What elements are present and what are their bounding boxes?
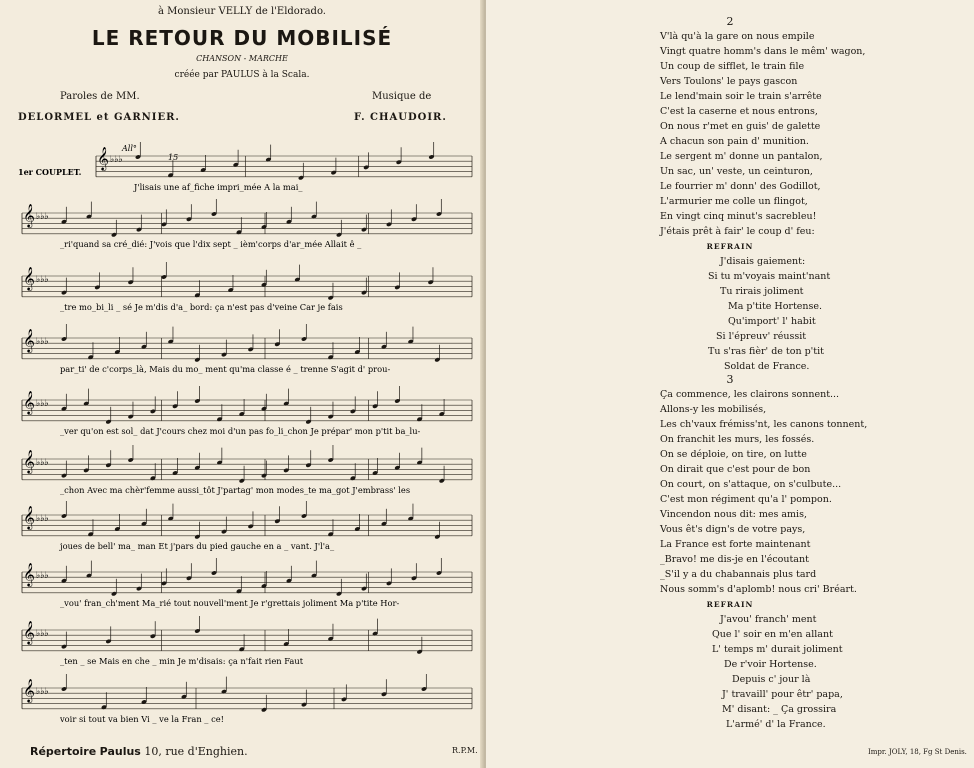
lyric-line: _tre mo_bi_li _ sé Je m'dis d'a_ bord: ça n'est pas d'veine Car je fais [60,302,343,312]
treble-clef-icon: 𝄞 [23,390,35,414]
verse-line: L'armé' d' la France. [726,719,826,730]
refrain-label: REFRAIN [706,242,754,251]
verse-line: Tu rirais joliment [720,286,804,297]
treble-clef-icon: 𝄞 [23,203,35,227]
verse-line: Tu s'ras fièr' de ton p'tit [708,346,824,357]
verse-line: Soldat de France. [724,361,810,372]
publisher-footer [30,745,248,758]
verse-line: Vous êt's dign's de votre pays, [660,524,806,535]
treble-clef-icon: 𝄞 [23,505,35,529]
verse-line: J'étais prêt à fair' le coup d' feu: [660,226,815,237]
stanza-2-lines [660,29,974,239]
key-signature-flats: ♭♭♭ [36,514,49,524]
verse-line: Nous somm's d'aplomb! nous cri' Bréart. [660,584,857,595]
lyric-line: _ver qu'on est sol_ dat J'cours chez moi d'un pas fo_li_chon Je prépar' mon p'tit ba_lu- [60,426,421,436]
verse-line: Les ch'vaux frémiss'nt, les canons tonnent, [660,419,868,430]
verse-line: La France est forte maintenant [660,539,811,550]
treble-clef-icon: 𝄞 [23,328,35,352]
verse-line: Ça commence, les clairons sonnent... [660,389,840,400]
verse-line: On franchit les murs, les fossés. [660,434,815,445]
treble-clef-icon: 𝄞 [23,620,35,644]
lyric-line: _vou' fran_ch'ment Ma_rié tout nouvell'ment Je r'grettais joliment Ma p'tite Hor- [60,598,400,608]
verse-line: Vincendon nous dit: mes amis, [660,509,807,520]
key-signature-flats: ♭♭♭ [36,571,49,581]
verse-line: Le lend'main soir le train s'arrête [660,91,822,102]
verse-line: Depuis c' jour là [732,674,811,685]
tempo-mark: All° [122,144,137,153]
verse-line: J' travaill' pour êtr' papa, [722,689,843,700]
verse-line: On dirait que c'est pour de bon [660,464,811,475]
verse-line: On se déploie, on tire, on lutte [660,449,807,460]
verse-line: V'là qu'à la gare on nous empile [660,31,815,42]
verse-line: Le sergent m' donne un pantalon, [660,151,823,162]
multi-rest-count: 15 [168,153,179,162]
key-signature-flats: ♭♭♭ [36,399,49,409]
publisher-address: 10, rue d'Enghien. [144,745,248,758]
verse-line: On court, on s'attaque, on s'culbute... [660,479,842,490]
verse-line: Qu'import' l' habit [728,316,816,327]
publisher-name: Paulus [99,745,141,758]
key-signature-flats: ♭♭♭ [36,687,49,697]
key-signature-flats: ♭♭♭ [36,275,49,285]
treble-clef-icon: 𝄞 [23,562,35,586]
verse-line: Si tu m'voyais maint'nant [708,271,831,282]
lyric-line: _ten _ se Mais en che _ min Je m'disais: ça n'fait rien Faut [60,656,304,666]
verse-line: J'disais gaiement: [720,256,806,267]
lyricists-names: DELORMEL et GARNIER. [18,112,180,123]
treble-clef-icon: 𝄞 [23,678,35,702]
treble-clef-icon: 𝄞 [23,266,35,290]
score-page [0,0,484,768]
verse-line: Vingt quatre homm's dans le mêm' wagon, [660,46,866,57]
key-signature-flats: ♭♭♭ [36,337,49,347]
lyric-line: _chon Avec ma chèr'femme aussi_tôt J'partag' mon modes_te ma_got J'embrass' les [60,485,411,495]
lyric-line: _ri'quand sa cré_dié: J'vois que l'dix sept _ ièm'corps d'ar_mée Allait ê _ [60,239,362,249]
verse-line: A chacun son pain d' munition. [660,136,809,147]
verse-line: _Bravo! me dis-je en l'écoutant [660,554,809,565]
lyric-line: voir si tout va bien Vi _ ve la Fran _ ce! [60,714,224,724]
creator-credit: créée par PAULUS à la Scala. [174,70,310,80]
verse-line: Un coup de sifflet, le train file [660,61,805,72]
key-signature-flats: ♭♭♭ [36,212,49,222]
key-signature-flats: ♭♭♭ [110,155,123,165]
music-score [0,140,484,740]
song-genre: CHANSON - MARCHE [196,54,288,63]
stanza-3 [486,372,974,732]
verse-line: _S'il y a du chabannais plus tard [660,569,817,580]
stanza-2 [486,14,974,374]
verse-line: Un sac, un' veste, un ceinturon, [660,166,813,177]
verse-line: Ma p'tite Hortense. [728,301,823,312]
verse-line: M' disant: _ Ça grossira [722,704,837,715]
stanza-number: 3 [726,373,734,386]
composer-name: F. CHAUDOIR. [354,112,447,123]
verse-line: Allons-y les mobilisés, [660,404,767,415]
treble-clef-icon: 𝄞 [97,146,109,170]
verse-line: C'est la caserne et nous entrons, [660,106,818,117]
dedication: à Monsieur VELLY de l'Eldorado. [158,6,326,17]
key-signature-flats: ♭♭♭ [36,458,49,468]
verse-line: L' temps m' durait joliment [712,644,843,655]
printer-imprint: Impr. JOLY, 18, Fg St Denis. [868,748,967,756]
refrain-2-lines [486,254,974,374]
music-credit-label: Musique de [372,91,432,102]
song-title: LE RETOUR DU MOBILISÉ [91,26,393,50]
refrain-label: REFRAIN [706,600,754,609]
verse-line: De r'voir Hortense. [724,659,817,670]
verse-line: Si l'épreuv' réussit [716,331,807,342]
verse-line: C'est mon régiment qu'a l' pompon. [660,494,832,505]
verse-line: Le fourrier m' donn' des Godillot, [660,181,821,192]
lyrics-page [486,0,974,768]
verse-line: Que l' soir en m'en allant [712,629,833,640]
stanza-3-lines [660,387,974,597]
lyric-line: joues de bell' ma_ man Et j'pars du pied gauche en a _ vant. J'l'a_ [60,541,335,551]
treble-clef-icon: 𝄞 [23,449,35,473]
lyrics-credit-label: Paroles de MM. [60,91,140,102]
stanza-number: 2 [726,15,734,28]
verse-line: On nous r'met en guis' de galette [660,121,821,132]
key-signature-flats: ♭♭♭ [36,629,49,639]
verse-line: L'armurier me colle un flingot, [660,196,808,207]
verse-line: Vers Toulons' le pays gascon [660,76,798,87]
refrain-3-lines [486,612,974,732]
verse-line: J'avou' franch' ment [720,614,817,625]
repertoire-label: Répertoire [30,745,97,758]
lyric-line: J'lisais une af_fiche impri_mée A la mai_ [134,182,303,192]
lyric-line: par_ti' de c'corps_là, Mais du mo_ ment qu'ma classe é _ trenne S'agit d' prou- [60,364,391,374]
couplet-label: 1er COUPLET. [18,167,82,177]
plate-mark: R.P.M. [452,746,478,755]
verse-line: En vingt cinq minut's sacrebleu! [660,211,817,222]
